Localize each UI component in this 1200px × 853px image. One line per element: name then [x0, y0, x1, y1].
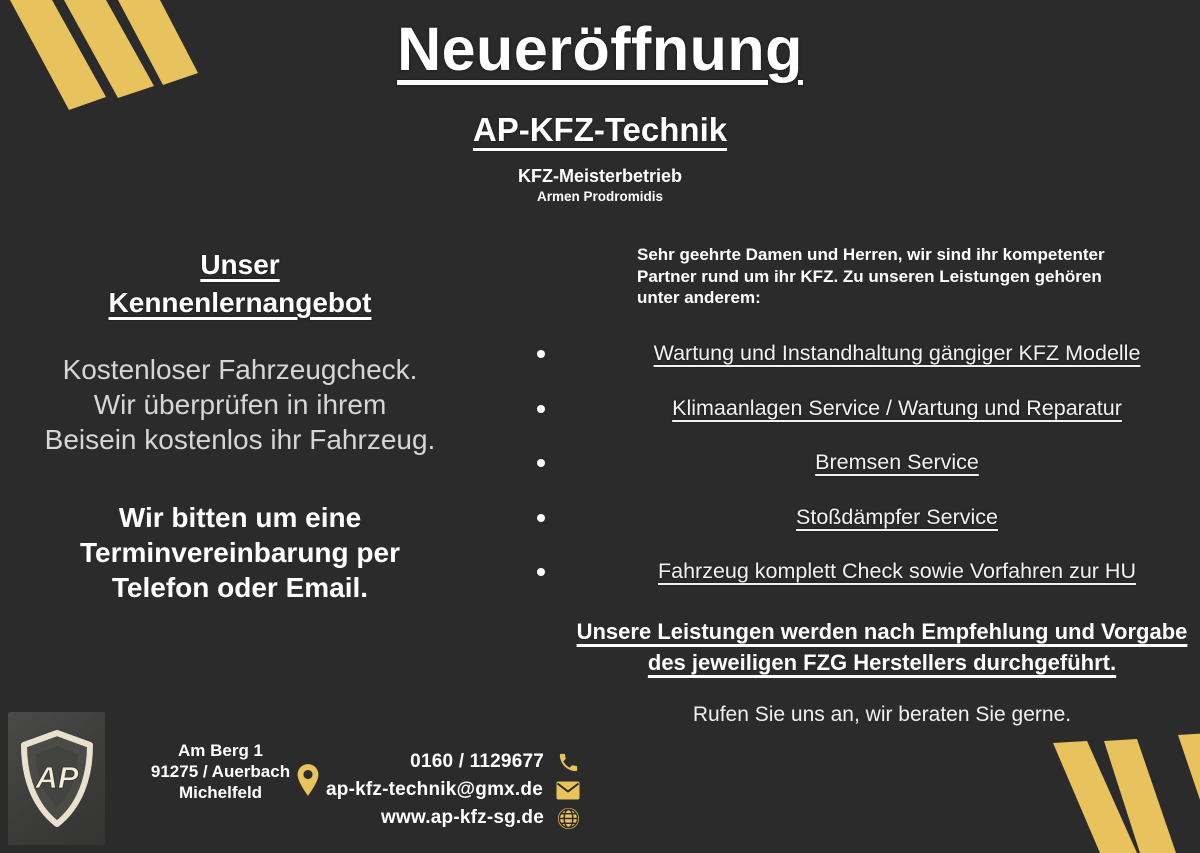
services-intro-line: unter anderem:: [637, 288, 761, 307]
services-intro-line: Sehr geehrte Damen und Herren, wir sind ihr kompetenter: [637, 245, 1105, 264]
company-tagline: KFZ-Meisterbetrieb: [517, 166, 683, 186]
bullet-dot-icon: [537, 568, 545, 576]
bullet-dot-icon: [537, 459, 545, 467]
company-logo: [8, 712, 105, 845]
gold-stripe: [1178, 733, 1200, 853]
bullet-dot-icon: [537, 350, 545, 358]
offer-heading-line: Unser: [200, 249, 280, 280]
envelope-icon: [556, 781, 580, 800]
phone-icon: [557, 751, 580, 774]
appointment-request-line: Terminvereinbarung per: [79, 537, 400, 568]
services-intro-line: Partner rund um ihr KFZ. Zu unseren Leistungen gehören: [637, 266, 1102, 286]
services-intro: [637, 244, 1147, 309]
service-list-item: [594, 341, 1200, 396]
manufacturer-note: [564, 616, 1200, 678]
offer-description-line: Wir überprüfen in ihrem: [93, 389, 387, 420]
owner-name: Armen Prodromidis: [536, 189, 664, 204]
appointment-request-line: Telefon oder Email.: [111, 572, 369, 603]
service-list-item: [594, 505, 1200, 560]
service-label: Klimaanlagen Service / Wartung und Reparatur: [672, 395, 1122, 420]
service-label: Wartung und Instandhaltung gängiger KFZ Modelle: [653, 341, 1141, 365]
appointment-request: [20, 500, 460, 605]
offer-description-line: Beisein kostenlos ihr Fahrzeug.: [44, 424, 436, 455]
corner-stripes-bottom-right: [1030, 733, 1200, 853]
website-url: www.ap-kfz-sg.de: [381, 807, 544, 828]
company-name: AP-KFZ-Technik: [472, 111, 728, 148]
closing-line: Rufen Sie uns an, wir beraten Sie gerne.: [692, 703, 1072, 726]
service-label: Stoßdämpfer Service: [796, 504, 998, 529]
appointment-request-line: Wir bitten um eine: [118, 502, 362, 533]
shield-logo-icon: [19, 729, 95, 829]
service-list-item: [594, 396, 1200, 451]
website-row: [250, 804, 580, 832]
phone-number: 0160 / 1129677: [410, 751, 544, 772]
manufacturer-note-line: des jeweiligen FZG Herstellers durchgeführt.: [647, 650, 1117, 675]
service-list-item: [594, 450, 1200, 505]
service-list-item: [594, 559, 1200, 614]
globe-icon: [557, 807, 580, 830]
service-label: Bremsen Service: [815, 450, 979, 474]
bullet-dot-icon: [537, 514, 545, 522]
service-label: Fahrzeug komplett Check sowie Vorfahren zur HU: [658, 559, 1136, 583]
header: [0, 14, 1200, 204]
manufacturer-note-line: Unsere Leistungen werden nach Empfehlung und Vorgabe: [576, 619, 1188, 644]
logo-initials: AP: [34, 759, 79, 795]
page-title: Neueröffnung: [397, 15, 803, 83]
offer-heading-line: Kennenlernangebot: [108, 287, 372, 318]
phone-row: [250, 748, 580, 776]
offer-description-line: Kostenloser Fahrzeugcheck.: [62, 354, 418, 385]
offer-description: [20, 352, 460, 457]
address-line: Michelfeld: [178, 783, 263, 802]
address-line: 91275 / Auerbach: [150, 762, 291, 781]
address-line: Am Berg 1: [177, 741, 264, 760]
offer-heading: [20, 246, 460, 322]
offer-section: [20, 246, 460, 605]
contact-block: [250, 748, 580, 832]
email-row: [250, 776, 580, 804]
bullet-dot-icon: [537, 405, 545, 413]
service-list: [594, 341, 1200, 614]
email-address: ap-kfz-technik@gmx.de: [326, 779, 543, 800]
